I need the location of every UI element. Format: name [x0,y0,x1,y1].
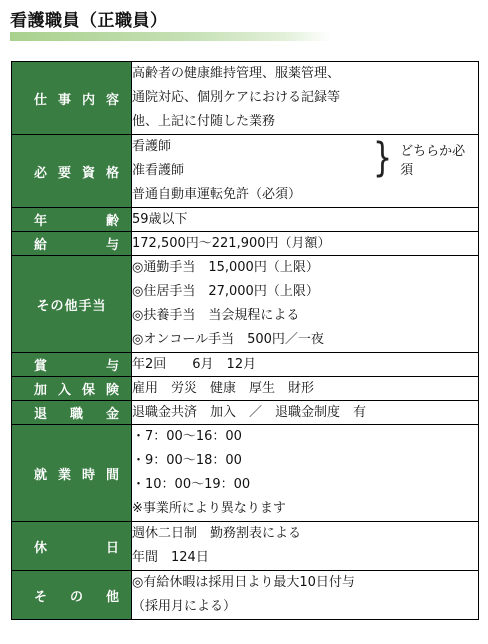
header-char: 齢 [105,214,119,229]
row-header-other [12,571,132,620]
header-char: 時 [81,467,95,483]
row-header-holidays [12,522,132,571]
header-char: 入 [57,383,71,398]
value-line: 高齢者の健康維持管理、服薬管理、 [132,66,341,81]
header-char: 給 [34,238,48,253]
table-row-working-hours [12,425,479,522]
header-char: 就 [34,467,48,483]
row-value-other [132,571,479,620]
value-line: 年間 124日 [132,550,209,565]
value-line: 週休二日制 勤務割表による [132,526,302,541]
title-underline-bar [10,32,332,41]
header-char: 職 [69,407,83,422]
table-row-bonus [12,353,479,377]
header-char: 年 [34,214,48,229]
row-value-qualifications [132,135,479,208]
row-header-qualifications [12,135,132,208]
table-row-other [12,571,479,620]
value-line: （採用月による） [132,599,237,614]
value-line: ◎通勤手当 15,000円（上限） [132,260,319,275]
row-value-salary [132,232,479,256]
header-char: 要 [57,165,71,181]
header-char: 賞 [34,359,48,374]
header-char: 資 [81,165,95,181]
header-char: 退 [34,407,48,422]
row-value-job-description [132,62,479,135]
value-line: 普通自動車運転免許（必須） [132,187,302,202]
value-line: 准看護師 [132,163,185,178]
header-char: 与 [105,359,119,374]
header-char: そ [34,589,48,605]
row-header-job-description [12,62,132,135]
header-text: その他手当 [36,298,107,314]
either-required-note [373,135,478,183]
right-brace-icon: } [373,134,393,182]
header-char: 格 [105,165,119,181]
value-line: ※事業所により異なります [132,501,286,516]
row-value-holidays [132,522,479,571]
table-row-holidays [12,522,479,571]
value-line: 59歳以下 [132,212,188,227]
row-value-bonus [132,353,479,377]
row-value-working-hours [132,425,479,522]
table-row-allowances [12,256,479,353]
row-header-allowances [12,256,132,353]
header-char: 内 [81,92,95,108]
header-char: 仕 [34,92,48,108]
brace-note-text: どちらか必須 [400,144,466,178]
table-row-qualifications [12,135,479,208]
table-row-retirement [12,401,479,425]
value-line: ◎有給休暇は採用日より最大10日付与 [132,575,355,590]
row-value-insurance [132,377,479,401]
table-row-job-description [12,62,479,135]
row-header-salary [12,232,132,256]
value-line: 他、上記に付随した業務 [132,114,276,129]
table-row-insurance [12,377,479,401]
row-header-retirement [12,401,132,425]
row-header-working-hours [12,425,132,522]
header-char: 業 [57,467,71,483]
value-line: 雇用 労災 健康 厚生 財形 [132,381,315,396]
header-char: 間 [105,467,119,483]
value-line: 退職金共済 加入 ／ 退職金制度 有 [132,405,367,420]
value-line: ◎扶養手当 当会規程による [132,308,300,323]
table-row-age [12,208,479,232]
value-line: ・10：00～19：00 [132,477,251,492]
header-char: 保 [81,383,95,398]
header-char: 休 [34,540,48,556]
header-char: 険 [105,383,119,398]
header-char: 容 [105,92,119,108]
table-row-salary [12,232,479,256]
value-line: ◎オンコール手当 500円／一夜 [132,332,324,347]
row-header-age [12,208,132,232]
row-value-allowances [132,256,479,353]
row-header-insurance [12,377,132,401]
row-value-retirement [132,401,479,425]
value-line: 看護師 [132,139,172,154]
header-char: 金 [105,407,119,422]
value-line: 172,500円～221,900円（月額） [132,236,331,251]
value-line: 通院対応、個別ケアにおける記録等 [132,90,341,105]
header-char: 加 [34,383,48,398]
value-line: ・9：00～18：00 [132,453,242,468]
row-value-age [132,208,479,232]
page-title: 看護職員（正職員） [10,11,168,31]
header-char: の [69,589,83,605]
job-details-table [11,61,479,620]
header-char: 他 [105,589,119,605]
header-char: 事 [57,92,71,108]
header-char: 日 [105,540,119,556]
header-char: 与 [105,238,119,253]
header-char: 必 [34,165,48,181]
value-line: 年2回 6月 12月 [132,357,257,372]
value-line: ・7：00～16：00 [132,429,242,444]
row-header-bonus [12,353,132,377]
value-line: ◎住居手当 27,000円（上限） [132,284,319,299]
